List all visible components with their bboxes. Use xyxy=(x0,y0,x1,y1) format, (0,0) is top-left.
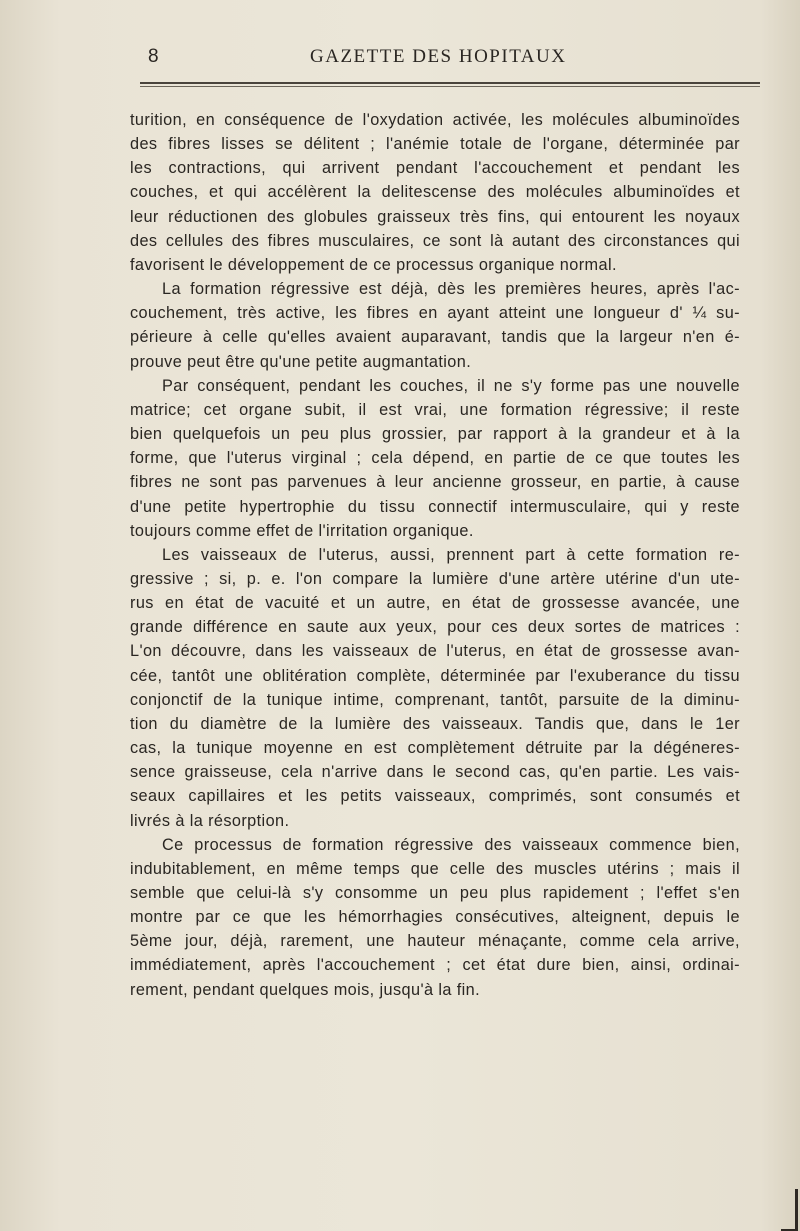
text-line: des fibres lisses se délitent ; l'anémie totale de l'organe, déterminée par xyxy=(130,135,740,154)
journal-title: GAZETTE DES HOPITAUX xyxy=(310,46,567,67)
text-line: cas, la tunique moyenne en est complètement détruite par la dégéneres- xyxy=(130,739,740,758)
paragraph xyxy=(130,374,740,543)
header-rule xyxy=(140,82,760,84)
text-line: leur réductionen des globules graisseux très fins, qui entourent les noyaux xyxy=(130,207,740,226)
text-line: gressive ; si, p. e. l'on compare la lumière d'une artère utérine d'un ute- xyxy=(130,569,740,588)
running-header xyxy=(140,46,760,72)
text-line: rus en état de vacuité et un autre, en état de grossesse avancée, une xyxy=(130,594,740,613)
text-line: fibres ne sont pas parvenues à leur ancienne grosseur, en partie, à cause xyxy=(130,473,740,492)
page-edge-mark xyxy=(781,1189,798,1231)
text-line: prouve peut être qu'une petite augmantation. xyxy=(130,352,472,371)
text-line: Ce processus de formation régressive des vaisseaux commence bien, xyxy=(162,835,740,854)
text-line: des cellules des fibres musculaires, ce sont là autant des circonstances qui xyxy=(130,231,740,250)
text-line: cée, tantôt une oblitération complète, déterminée par l'exuberance du tissu xyxy=(130,666,740,685)
text-line: matrice; cet organe subit, il est vrai, une formation régressive; il reste xyxy=(130,400,740,419)
text-line: conjonctif de la tunique intime, comprenant, tantôt, parsuite de la diminu- xyxy=(130,690,740,709)
paragraph xyxy=(130,543,740,833)
text-line: toujours comme effet de l'irritation organique. xyxy=(130,521,474,540)
text-line: livrés à la résorption. xyxy=(130,811,290,830)
text-line: couches, et qui accélèrent la delitescense des molécules albuminoïdes et xyxy=(130,183,740,202)
text-line: bien quelquefois un peu plus grossier, par rapport à la grandeur et à la xyxy=(130,425,740,444)
text-line: les contractions, qui arrivent pendant l'accouchement et pendant les xyxy=(130,159,740,178)
text-line: forme, que l'uterus virginal ; cela dépend, en partie de ce que toutes les xyxy=(130,449,740,468)
text-line: favorisent le développement de ce processus organique normal. xyxy=(130,255,617,274)
text-line: Par conséquent, pendant les couches, il ne s'y forme pas une nouvelle xyxy=(162,376,740,395)
text-line: sence graisseuse, cela n'arrive dans le second cas, qu'en partie. Les vais- xyxy=(130,763,740,782)
paragraph xyxy=(130,833,740,1002)
text-line: semble que celui-là s'y consomme un peu plus rapidement ; l'effet s'en xyxy=(130,884,740,902)
text-line: turition, en conséquence de l'oxydation activée, les molécules albuminoïdes xyxy=(130,111,740,129)
text-line: indubitablement, en même temps que celle des muscles utérins ; mais il xyxy=(130,859,740,878)
text-line: d'une petite hypertrophie du tissu connectif intermusculaire, qui y reste xyxy=(130,497,740,516)
text-line: L'on découvre, dans les vaisseaux de l'uterus, en état de grossesse avan- xyxy=(130,642,740,661)
text-line: Les vaisseaux de l'uterus, aussi, prennent part à cette formation re- xyxy=(162,545,740,564)
text-line: 5ème jour, déjà, rarement, une hauteur ménaçante, comme cela arrive, xyxy=(130,932,740,951)
text-line: grande différence en saute aux yeux, pour ces deux sortes de matrices : xyxy=(130,618,740,637)
text-line: immédiatement, après l'accouchement ; cet état dure bien, ainsi, ordinai- xyxy=(130,956,740,975)
paragraph xyxy=(130,108,740,277)
header-rule-thin xyxy=(140,86,760,87)
text-line: périeure à celle qu'elles avaient auparavant, tandis que la largeur n'en é- xyxy=(130,328,740,347)
text-line: tion du diamètre de la lumière des vaisseaux. Tandis que, dans le 1er xyxy=(130,714,740,733)
text-line: rement, pendant quelques mois, jusqu'à la fin. xyxy=(130,980,481,999)
text-line: couchement, très active, les fibres en ayant atteint une longueur d' ¼ su- xyxy=(130,304,740,323)
paragraph xyxy=(130,277,740,374)
text-line: montre par ce que les hémorrhagies consécutives, alteignent, depuis le xyxy=(130,908,740,927)
article-body xyxy=(130,108,740,1002)
text-line: seaux capillaires et les petits vaisseaux, comprimés, sont consumés et xyxy=(130,787,740,806)
page-number: 8 xyxy=(148,46,160,67)
text-line: La formation régressive est déjà, dès les premières heures, après l'ac- xyxy=(162,280,740,299)
